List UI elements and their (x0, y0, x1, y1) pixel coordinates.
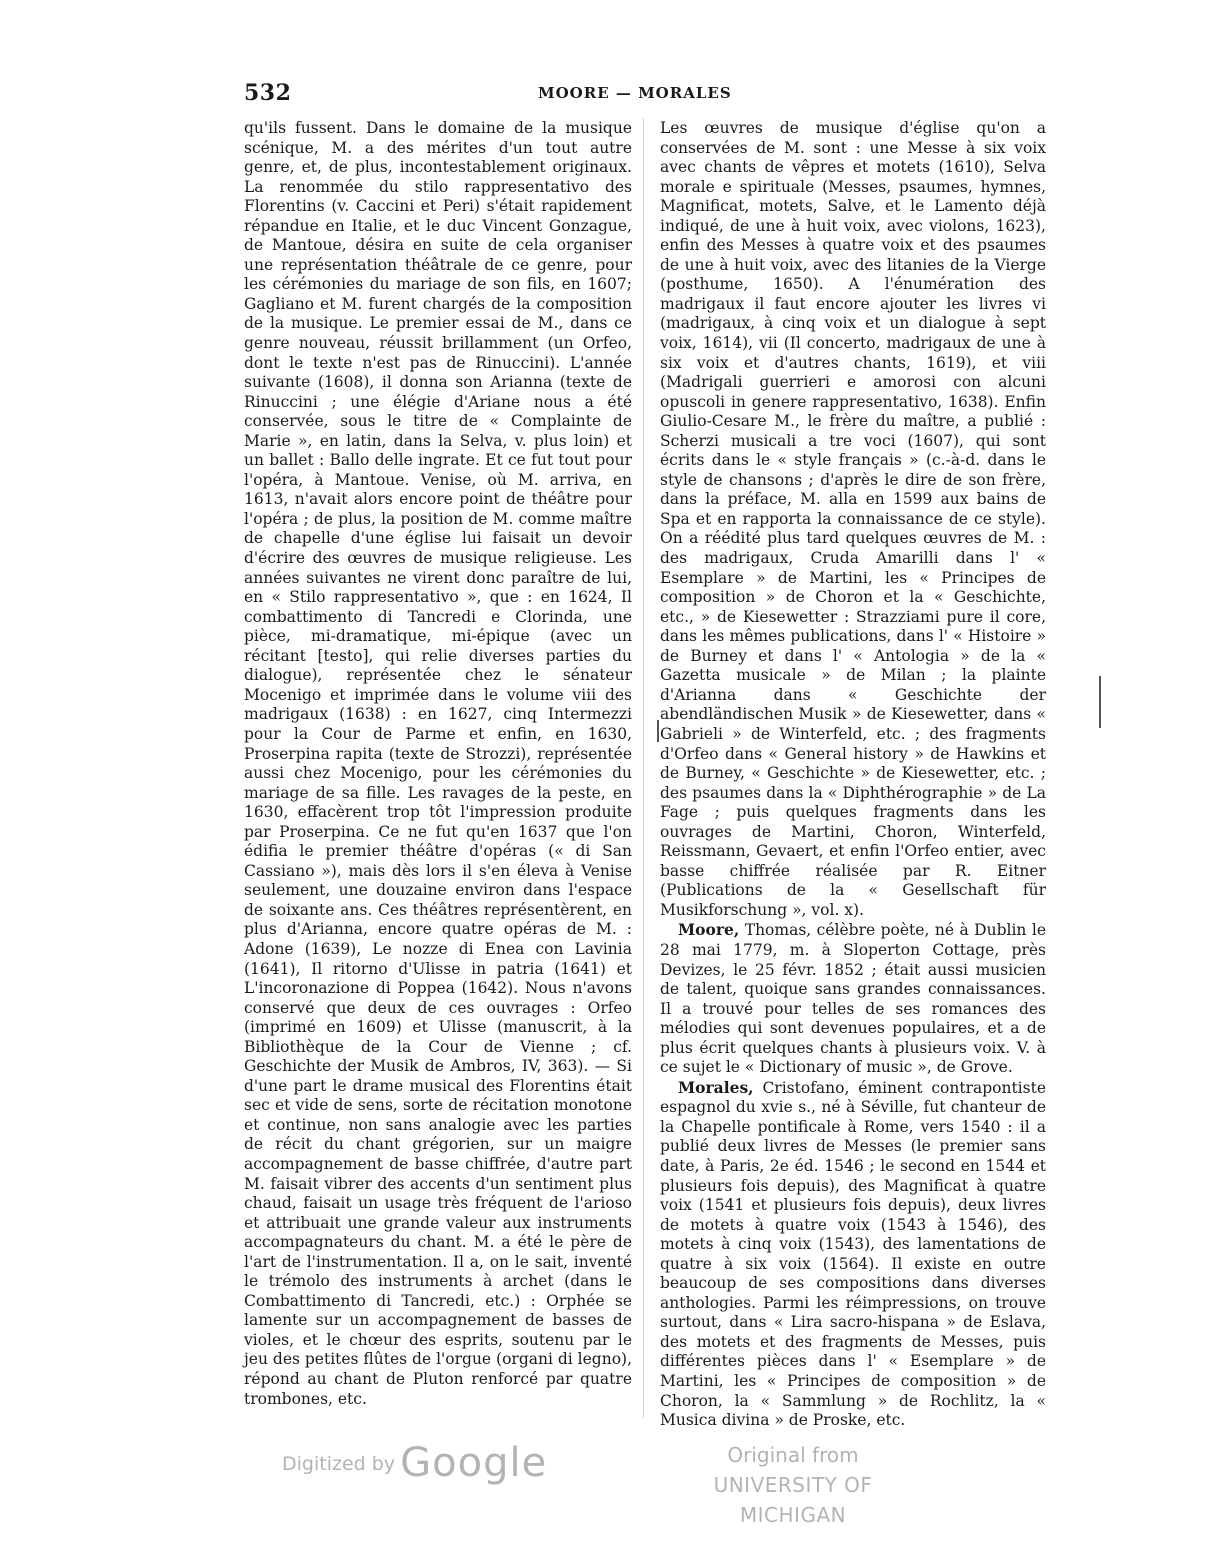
moore-text: Thomas, célèbre poète, né à Dublin le 28 mai 1779, m. à Sloperton Cottage, près Devizes, le 25 févr. 1852 ; était aussi musicien de talent, quoique sans grandes connaissances. Il a trouvé pour telles de ses romances des mélodies qui sont devenues populaires, et a de plus écrit quelques chants à plusieurs voix. V. à ce sujet le « Dictionary of music », de Grove. (660, 921, 1046, 1077)
google-logo: Google (400, 1440, 548, 1486)
margin-mark (1099, 676, 1101, 728)
monteverdi-paragraph: qu'ils fussent. Dans le domaine de la musique scénique, M. a des mérites d'un tout autre genre, et, de plus, incontestablement originaux. La renommée du stilo rappresentativo des Florentins (v. Caccini et Peri) s'était rapidement répandue en Italie, et le duc Vincent Gonzague, de Mantoue, désira en suite de cela organiser une représentation théâtrale de ce genre, pour les cérémonies du mariage de son fils, en 1607; Gagliano et M. furent chargés de la composition de la musique. Le premier essai de M., dans ce genre nouveau, réussit brillamment (un Orfeo, dont le texte n'est pas de Rinuccini). L'année suivante (1608), il donna son Arianna (texte de Rinuccini ; une élégie d'Ariane nous a été conservée, sous le titre de « Complainte de Marie », en latin, dans la Selva, v. plus loin) et un ballet : Ballo delle ingrate. Et ce fut tout pour l'opéra, à Mantoue. Venise, où M. arriva, en 1613, n'avait alors encore point de théâtre pour l'opéra ; de plus, la position de M. comme maître de chapelle d'une église lui faisait un devoir d'écrire des œuvres de musique religieuse. Les années suivantes ne virent donc paraître de lui, en « Stilo rappresentativo », que : en 1624, Il combattimento di Tancredi e Clorinda, une pièce, mi-dramatique, mi-épique (avec un récitant [testo], qui relie diverses parties du dialogue), représentée chez le sénateur Mocenigo et imprimée dans le volume viii des madrigaux (1638) : en 1627, cinq Intermezzi pour la Cour de Parme et enfin, en 1630, Proserpina rapita (texte de Strozzi), représentée aussi chez Mocenigo, pour les cérémonies du mariage de sa fille. Les ravages de la peste, en 1630, effacèrent trop tôt l'impression produite par Proserpina. Ce ne fut qu'en 1637 que l'on édifia le premier théâtre d'opéras (« di San Cassiano »), mais dès lors il s'en éleva à Venise seulement, une douzaine environ dans l'espace de soixante ans. Ces théâtres représentèrent, en plus d'Arianna, encore quatre opéras de M. : Adone (1639), Le nozze di Enea con Lavinia (1641), Il ritorno d'Ulisse in patria (1641) et L'incoronazione di Poppea (1642). Nous n'avons conservé que deux de ces ouvrages : Orfeo (imprimé en 1609) et Ulisse (manuscrit, à la Bibliothèque de la Cour de Vienne ; cf. Geschichte der Musik de Ambros, IV, 363). — Si d'une part le drame musical des Florentins était sec et vide de sens, sorte de récitation monotone et continue, non sans analogie avec les parties de récit du chant grégorien, sur un maigre accompagnement de basse chiffrée, d'autre part M. faisait vibrer des accents d'un sentiment plus chaud, faisait un usage très fréquent de l'arioso et attribuait une grande valeur aux instruments accompagnateurs du chant. M. a été le père de l'art de l'instrumentation. Il a, on le sait, inventé le trémolo des instruments à archet (dans le Combattimento di Tancredi, etc.) : Orphée se lamente sur un accompagnement de basses de violes, et le chœur des esprits, soutenu par le jeu des petites flûtes de l'orgue (organi di legno), répond au chant de Pluton renforcé par quatre trombones, etc. (244, 119, 632, 1408)
morales-headword: Morales, (678, 1077, 754, 1097)
moore-headword: Moore, (678, 920, 740, 940)
moore-entry (660, 920, 1046, 1077)
original-from-text: Original from (727, 1443, 859, 1467)
original-from-watermark (668, 1440, 918, 1530)
morales-entry (660, 1078, 1046, 1431)
column-divider (643, 118, 644, 1418)
digitized-by-watermark (282, 1440, 547, 1486)
monteverdi-continuation-paragraph: Les œuvres de musique d'église qu'on a conservées de M. sont : une Messe à six voix avec chants de vêpres et motets (1610), Selva morale e spirituale (Messes, psaumes, hymnes, Magnificat, motets, Salve, et le Lamento déjà indiqué, de une à huit voix, avec violons, 1623), enfin des Messes à quatre voix et des psaumes de une à huit voix, avec des litanies de la Vierge (posthume, 1650). A l'énumération des madrigaux il faut encore ajouter les livres vi (madrigaux, à cinq voix et un dialogue à sept voix, 1614), vii (Il concerto, madrigaux de une à six voix et d'autres chants, 1619), et viii (Madrigali guerrieri e amorosi con alcuni opuscoli in genere rappresentativo, 1638). Enfin Giulio-Cesare M., le frère du maître, a publié : Scherzi musicali a tre voci (1607), qui sont écrits dans le « style français » (c.-à-d. dans le style de chansons ; d'après le dire de son frère, dans la préface, M. alla en 1599 aux bains de Spa et en rapporta la connaissance de ce style). On a réédité plus tard quelques œuvres de M. : des madrigaux, Cruda Amarilli dans l' « Esemplare » de Martini, les « Principes de composition » de Choron et la « Geschichte, etc., » de Kiesewetter : Strazziami pure il core, dans les mêmes publications, dans l' « Histoire » de Burney et dans l' « Antologia » de la « Gazetta musicale » de Milan ; la plainte d'Arianna dans « Geschichte der abendländischen Musik » de Kiesewetter, dans « Gabrieli » de Winterfeld, etc. ; des fragments d'Orfeo dans « General history » de Hawkins et de Burney, « Geschichte » de Kiesewetter, etc. ; des psaumes dans la « Diphthérographie » de La Fage ; puis quelques fragments dans les ouvrages de Martini, Choron, Winterfeld, Reissmann, Gevaert, et enfin l'Orfeo entier, avec basse chiffrée réalisée par R. Eitner (Publications de la « Gesellschaft für Musikforschung », vol. x). (660, 119, 1046, 919)
page-number: 532 (244, 80, 292, 106)
institution-text: UNIVERSITY OF MICHIGAN (713, 1473, 873, 1527)
running-head: MOORE — MORALES (538, 84, 732, 102)
left-column (244, 119, 632, 1409)
digitized-by-text: Digitized by (282, 1453, 396, 1475)
margin-mark (657, 720, 659, 742)
morales-text: Cristofano, éminent contrapontiste espagnol du xvie s., né à Séville, fut chanteur de la Chapelle pontificale à Rome, vers 1540 : il a publié deux livres de Messes (le premier sans date, à Paris, 2e éd. 1546 ; le second en 1544 et plusieurs fois depuis), des Magnificat à quatre voix (1541 et plusieurs fois depuis), deux livres de motets à quatre voix (1543 à 1546), des motets à cinq voix (1543), des lamentations de quatre à six voix (1564). Il existe en outre beaucoup de ses compositions dans diverses anthologies. Parmi les réimpressions, on trouve surtout, dans « Lira sacro-hispana » de Eslava, des motets et des fragments de Messes, puis différentes pièces dans l' « Esemplare » de Martini, les « Principes de composition » de Choron, la « Sammlung » de Rochlitz, la « Musica divina » de Proske, etc. (660, 1078, 1046, 1430)
right-column (660, 119, 1046, 1431)
